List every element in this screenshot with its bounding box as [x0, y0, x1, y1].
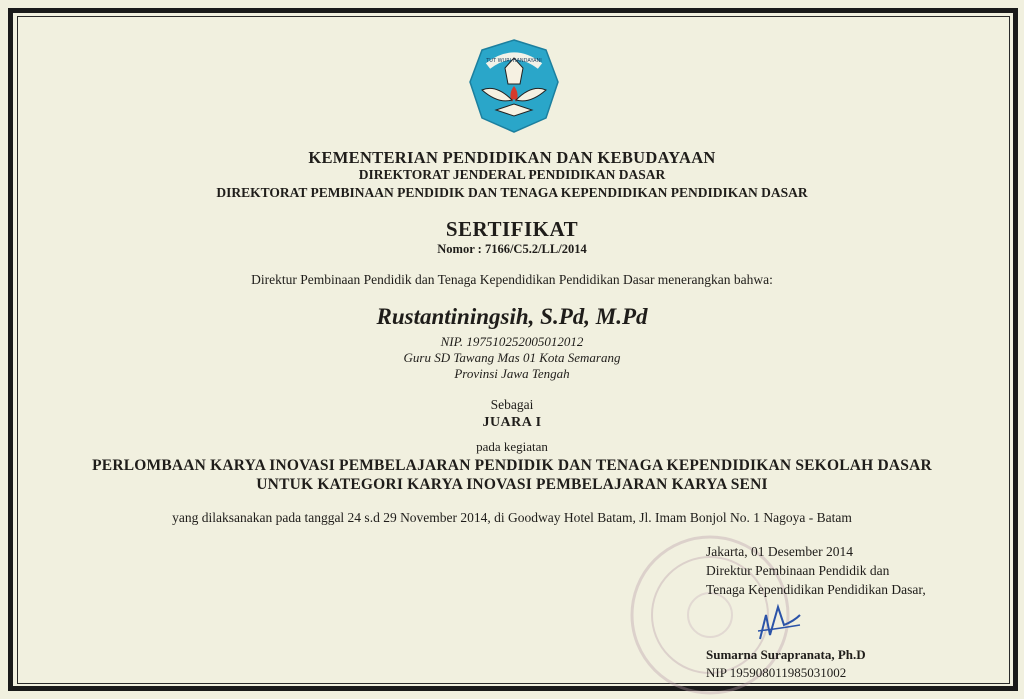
signature-block	[706, 542, 926, 599]
event-title-line2: UNTUK KATEGORI KARYA INOVASI PEMBELAJARAN KARYA SENI	[256, 476, 768, 493]
certificate-number: Nomor : 7166/C5.2/LL/2014	[437, 242, 587, 256]
recipient-nip: NIP. 197510252005012012	[440, 334, 584, 349]
office-line1: Direktur Pembinaan Pendidik dan	[706, 563, 890, 578]
directorate-general-heading: DIREKTORAT JENDERAL PENDIDIKAN DASAR	[358, 167, 666, 182]
as-label: Sebagai	[490, 397, 534, 412]
directorate-heading: DIREKTORAT PEMBINAAN PENDIDIK DAN TENAGA KEPENDIDIKAN PENDIDIKAN DASAR	[216, 185, 808, 200]
signer-nip: NIP 195908011985031002	[706, 665, 847, 680]
tut-wuri-handayani-emblem-icon	[468, 38, 560, 134]
recipient-province: Provinsi Jawa Tengah	[454, 366, 570, 381]
office-line2: Tenaga Kependidikan Pendidikan Dasar,	[706, 582, 926, 597]
handwritten-signature-icon	[750, 595, 810, 645]
activity-label: pada kegiatan	[476, 439, 548, 454]
signer-name: Sumarna Surapranata, Ph.D	[706, 647, 866, 662]
logo-motto: TUT WURI HANDAYANI	[486, 58, 542, 64]
certificate-title: SERTIFIKAT	[445, 217, 579, 241]
event-title-line1: PERLOMBAAN KARYA INOVASI PEMBELAJARAN PENDIDIK DAN TENAGA KEPENDIDIKAN SEKOLAH DASAR	[92, 457, 932, 474]
ministry-heading: KEMENTERIAN PENDIDIKAN DAN KEBUDAYAAN	[308, 148, 716, 167]
recipient-position: Guru SD Tawang Mas 01 Kota Semarang	[403, 350, 621, 365]
place-date: Jakarta, 01 Desember 2014	[706, 544, 853, 559]
recipient-name: Rustantiningsih, S.Pd, M.Pd	[376, 304, 648, 329]
award-rank: JUARA I	[482, 415, 542, 430]
event-venue: yang dilaksanakan pada tanggal 24 s.d 29 November 2014, di Goodway Hotel Batam, Jl. Imam Bonjol No. 1 Nagoya - Batam	[172, 510, 852, 525]
declaration-text: Direktur Pembinaan Pendidik dan Tenaga Kependidikan Pendidikan Dasar menerangkan bahwa:	[251, 272, 773, 287]
